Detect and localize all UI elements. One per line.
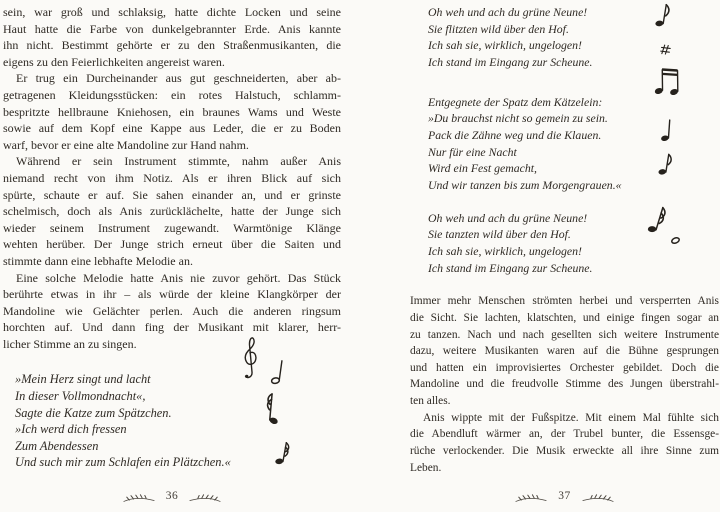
text-line: wieder seinem Instrument zugewandt. Warmtönige Klänge [3,220,341,235]
text-line: Sie tanzten wild über den Hof. [428,227,571,242]
leaf-sprig-icon [582,491,614,502]
text-line: wehten herüber. Der Junge strich erneut über die Saiten und [3,237,341,252]
paragraph [3,153,341,269]
paragraph [410,293,719,410]
text-line: Oh weh und ach du grüne Neune! [428,210,588,225]
text-line: Pack die Zähne weg und die Klauen. [428,127,602,142]
text-line: Ich sah sie, wirklich, ungelogen! [428,38,582,53]
left-page [3,4,341,471]
quarter-note-icon [660,118,674,143]
text-line: Entgegnete der Spatz dem Kätzelein: [428,94,603,109]
text-line: Während er sein Instrument stimmte, nahm außer Anis [16,154,341,169]
text-line: und hatten ein improvisiertes Orchester gebildet. Doch die [410,361,719,374]
text-line: sein, war groß und schlaksig, hatte dichte Locken und seine [3,5,341,19]
paragraph [3,270,341,353]
paragraph [3,4,341,70]
text-line: Und wir tanzen bis zum Morgengrauen.« [428,177,622,192]
text-line: Wird ein Fest gemacht, [428,161,537,176]
sixteenth-note-icon [261,390,281,426]
text-line: Und such mir zum Schlafen ein Plätzchen.« [15,455,231,470]
text-line: eigens zu den Feierlichkeiten angereist waren. [3,54,225,69]
text-line: niemand recht von ihm Notiz. Als er ihren Blick auf sich [3,170,341,185]
text-line: licher Stimme an zu singen. [3,336,137,351]
text-line: zu tanzen. Nach und nach gesellten sich weitere Instrumente [410,328,719,341]
treble-clef-icon [238,334,263,381]
text-line: spürte, schaute er auf. Sie sahen einander an, und er grinste [3,187,341,202]
text-line: Ich sah sie, wirklich, ungelogen! [428,243,582,258]
right-page-footer [410,487,719,505]
left-page-footer [3,487,341,505]
text-line: Sie flitzten wild über den Hof. [428,21,569,36]
paragraph [3,70,341,153]
whole-note-icon [669,235,681,246]
text-line: Leben. [410,461,442,474]
text-line: Zum Abendessen [15,438,99,453]
text-line: Ich stand im Eingang zur Scheune. [428,54,593,69]
text-line: Mandoline und die freudvolle Stimme des Jungen überstrahl- [410,378,719,391]
leaf-sprig-icon [515,491,547,502]
text-line: Haut hatte die Farbe von dunkelgebrannter Erde. Anis kannte [3,21,341,36]
text-line: schelmisch, doch als Anis zurücklächelte, hatte der Junge sich [3,204,341,219]
leaf-sprig-icon [123,491,155,502]
text-line: horchten auf. Und dann fing der Musikant mit klarer, herr- [3,320,341,335]
text-line: Anis wippte mit der Fußspitze. Mit einem Mal fühlte sich [423,411,719,424]
song-stanza [428,94,719,194]
text-line: »Du brauchst nicht so gemein zu sein. [428,111,608,126]
text-line: Er trug ein Durcheinander aus gut geschneiderten, aber ab- [16,71,341,86]
text-line: berührte etwas in ihr – als würde der kleine Klangkörper der [3,287,341,302]
text-line: Ich stand im Eingang zur Scheune. [428,260,593,275]
text-line: stimmte dann eine lebhafte Melodie an. [3,253,193,268]
text-line: In dieser Vollmondnacht«, [15,389,146,404]
text-line: die Sicht. Sie lachten, klatschten, und einige fingen sogar an [410,311,719,324]
text-line: warf, bevor er eine alte Mandoline zur Hand nahm. [3,137,249,152]
text-line: Sagte die Katze zum Spätzchen. [15,405,172,420]
text-line: bespritzte hellbraune Kniehosen, ein braunes Wams und Weste [3,104,341,119]
text-line: ten alles. [410,395,451,408]
text-line: getragenen Kleidungsstücken: ein rotes Halstuch, schlamm- [3,87,341,102]
text-line: »Ich werd dich fressen [15,422,127,437]
page-number: 37 [558,490,571,502]
text-line: ihn nicht. Bestimmt gehörte er zu den Straßenmusikanten, die [3,38,341,53]
paragraph [410,410,719,477]
text-line: rüche verlockender. Die Musik erweckte all ihre Sinne zum [410,445,719,458]
text-line: Oh weh und ach du grüne Neune! [428,5,588,19]
page-number: 36 [165,490,179,502]
text-line: Immer mehr Menschen strömten herbei und versperrten Anis [410,295,719,308]
text-line: sowie auf dem Kopf eine Kappe aus Leder, die er zu Boden [3,121,341,136]
text-line: Mandoline wie Gelächter perlen. Auch die anderen ringsum [3,303,341,318]
song-stanza [428,4,719,71]
leaf-sprig-icon [189,491,221,502]
beamed-notes-icon [652,63,684,97]
text-line: Nur für eine Nacht [428,144,517,159]
text-line: »Mein Herz singt und lacht [15,372,151,387]
song-verse [15,371,341,471]
text-line: Eine solche Melodie hatte Anis nie zuvor gehört. Das Stück [16,270,341,285]
text-line: dazu, weitere Musikanten waren auf die Bühne gesprungen [410,345,719,358]
text-line: die Abendluft wärmer an, der Trubel bunter, die Essensge- [410,428,719,441]
